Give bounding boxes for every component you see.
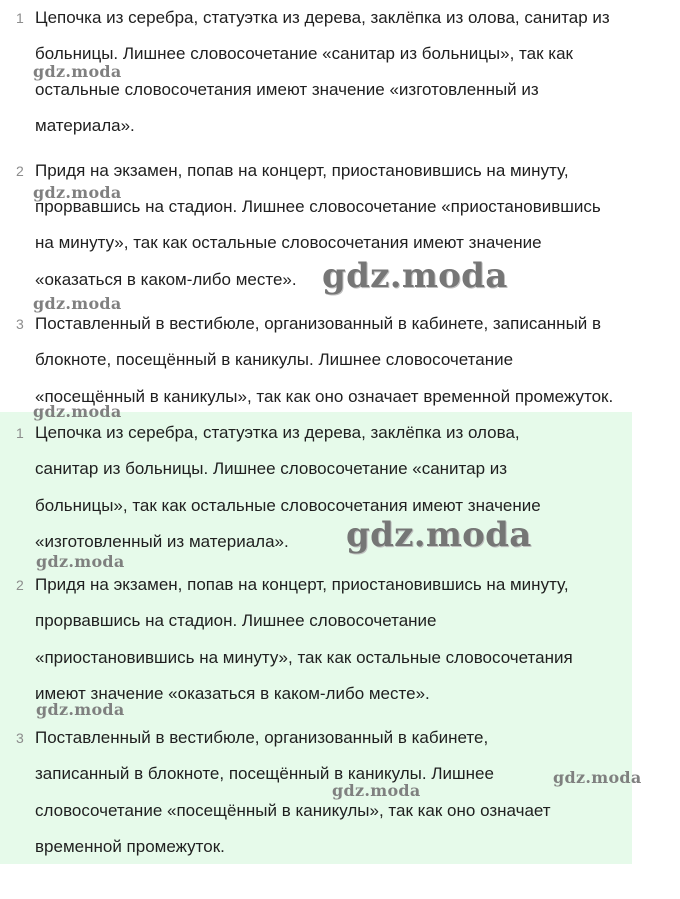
item-text-line: Поставленный в вестибюле, организованный в кабинете, <box>35 728 489 747</box>
watermark-logo: gdz.moda <box>33 183 122 202</box>
item-text-line: временной промежуток. <box>35 837 225 856</box>
item-text-line: «оказаться в каком-либо месте». <box>35 270 297 289</box>
item-text-line: остальные словосочетания имеют значение «изготовленный из <box>35 80 539 99</box>
item-text-line: «приостановившись на минуту», так как остальные словосочетания <box>35 648 573 667</box>
watermark-logo: gdz.moda <box>33 402 122 421</box>
watermark-logo: gdz.moda <box>332 781 421 800</box>
item-text-line: «посещённый в каникулы», так как оно означает временной промежуток. <box>35 387 614 406</box>
item-text-line: блокноте, посещённый в каникулы. Лишнее словосочетание <box>35 350 514 369</box>
item-text-line: словосочетание «посещённый в каникулы», так как оно означает <box>35 801 551 820</box>
answer-section-2 <box>0 412 632 864</box>
watermark-logo: gdz.moda <box>33 62 122 81</box>
item-number: 2 <box>16 163 24 179</box>
item-number: 2 <box>16 577 24 593</box>
item-number: 1 <box>16 10 24 26</box>
item-text-line: Придя на экзамен, попав на концерт, приостановившись на минуту, <box>35 575 569 594</box>
item-number: 3 <box>16 730 24 746</box>
item-text-line: Поставленный в вестибюле, организованный в кабинете, записанный в <box>35 314 602 333</box>
watermark-logo: gdz.moda <box>346 515 532 555</box>
item-text-line: Придя на экзамен, попав на концерт, приостановившись на минуту, <box>35 161 569 180</box>
item-text-line: прорвавшись на стадион. Лишнее словосочетание «приостановившись <box>35 197 601 216</box>
watermark-logo: gdz.moda <box>553 768 642 787</box>
item-text-line: имеют значение «оказаться в каком-либо месте». <box>35 684 430 703</box>
item-text-line: санитар из больницы. Лишнее словосочетание «санитар из <box>35 459 508 478</box>
item-text-line: больницы», так как остальные словосочетания имеют значение <box>35 496 541 515</box>
watermark-logo: gdz.moda <box>322 256 508 296</box>
item-text-line: Цепочка из серебра, статуэтка из дерева, заклёпка из олова, <box>35 423 520 442</box>
item-number: 3 <box>16 316 24 332</box>
item-text-line: «изготовленный из материала». <box>35 532 289 551</box>
item-text-line: Цепочка из серебра, статуэтка из дерева, заклёпка из олова, санитар из <box>35 8 610 27</box>
item-text-line: больницы. Лишнее словосочетание «санитар из больницы», так как <box>35 44 573 63</box>
item-number: 1 <box>16 425 24 441</box>
watermark-logo: gdz.moda <box>33 294 122 313</box>
watermark-logo: gdz.moda <box>36 552 125 571</box>
item-text-line: материала». <box>35 116 135 135</box>
item-text-line: прорвавшись на стадион. Лишнее словосочетание <box>35 611 437 630</box>
item-text-line: записанный в блокноте, посещённый в каникулы. Лишнее <box>35 764 494 783</box>
item-text-line: на минуту», так как остальные словосочетания имеют значение <box>35 233 542 252</box>
watermark-logo: gdz.moda <box>36 700 125 719</box>
